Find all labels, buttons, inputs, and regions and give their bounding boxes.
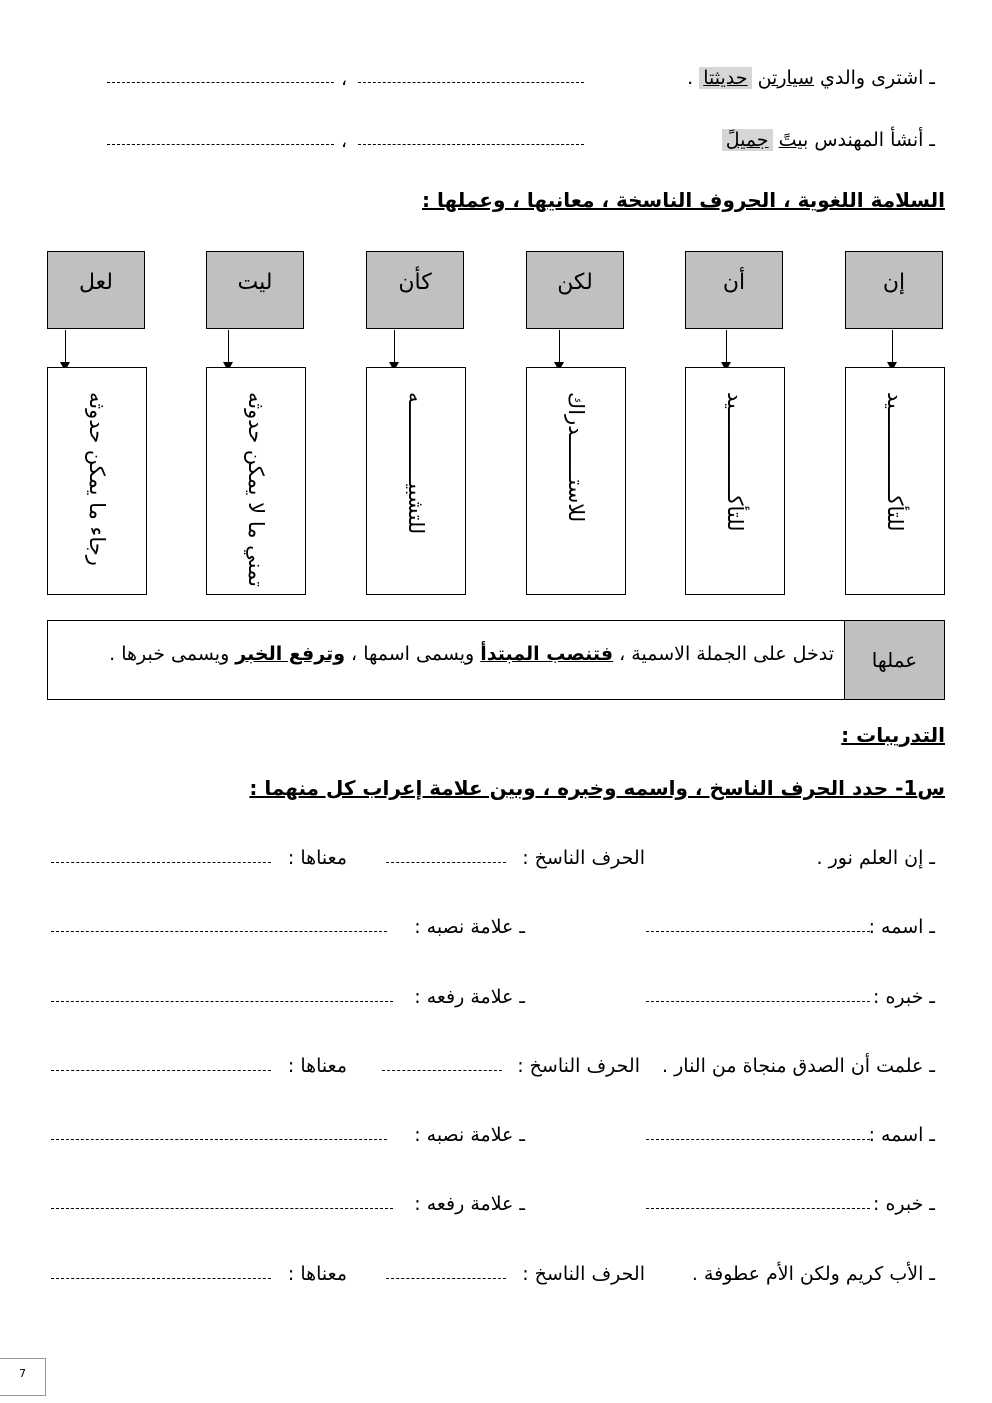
meaning-label: معناها :	[287, 1055, 347, 1077]
answer-line[interactable]	[51, 1278, 271, 1279]
answer-line[interactable]	[386, 1278, 506, 1279]
particle-label: الحرف الناسخ :	[522, 847, 645, 869]
answer-line[interactable]	[107, 82, 334, 83]
answer-line[interactable]	[646, 1208, 870, 1209]
question-1: س1- حدد الحرف الناسخ ، واسمه وخبره ، وبين علامة إعراب كل منهما :	[249, 776, 945, 800]
particle-label: الحرف الناسخ :	[522, 1263, 645, 1285]
work-text: تدخل على الجملة الاسمية ، فتنصب المبتدأ ويسمى اسمها ، وترفع الخبر ويسمى خبرها .	[109, 643, 834, 665]
arrow-line	[228, 330, 229, 363]
answer-line[interactable]	[386, 862, 506, 863]
highlighted-word: جميلً	[722, 129, 773, 151]
meaning-label: معناها :	[287, 847, 347, 869]
meaning-box-kaanna	[366, 367, 466, 595]
answer-line[interactable]	[51, 931, 387, 932]
answer-line[interactable]	[51, 1139, 387, 1140]
arrow-line	[394, 330, 395, 363]
meaning-text: للاستـــــــدراك	[564, 392, 588, 523]
particle-box-laalla: لعل	[47, 251, 145, 329]
answer-line[interactable]	[358, 144, 584, 145]
answer-line[interactable]	[51, 1208, 393, 1209]
noun-label: ـ اسمه :	[868, 916, 935, 938]
nasb-label: ـ علامة نصبه :	[414, 916, 525, 938]
noun-label: ـ اسمه :	[868, 1124, 935, 1146]
meaning-box-lakinna	[526, 367, 626, 595]
comma: ،	[341, 130, 348, 152]
highlighted-word: حديثتا	[699, 67, 751, 89]
answer-line[interactable]	[646, 1001, 870, 1002]
answer-line[interactable]	[358, 82, 584, 83]
nasb-label: ـ علامة نصبه :	[414, 1124, 525, 1146]
section-title: السلامة اللغوية ، الحروف الناسخة ، معانيها ، وعملها :	[422, 188, 945, 212]
raf-label: ـ علامة رفعه :	[414, 1193, 525, 1215]
meaning-box-anna	[685, 367, 785, 595]
predicate-label: ـ خبره :	[873, 986, 935, 1008]
answer-line[interactable]	[107, 144, 334, 145]
page-number: 7	[0, 1358, 46, 1396]
underlined-word: بيتً	[778, 129, 809, 151]
particle-label: الحرف الناسخ :	[517, 1055, 640, 1077]
meaning-label: معناها :	[287, 1263, 347, 1285]
meaning-text: للتأكــــــــــــــيد	[723, 392, 747, 532]
top-sentence-2: ـ أنشأ المهندس بيتً جميلً	[722, 129, 935, 151]
arrow-line	[726, 330, 727, 363]
answer-line[interactable]	[51, 862, 271, 863]
answer-line[interactable]	[382, 1070, 502, 1071]
exercise-sentence: ـ إن العلم نور .	[816, 847, 935, 869]
answer-line[interactable]	[51, 1070, 271, 1071]
comma: ،	[341, 68, 348, 90]
answer-line[interactable]	[51, 1001, 393, 1002]
particle-box-layta: ليت	[206, 251, 304, 329]
exercises-title: التدريبات :	[841, 723, 945, 747]
top-sentence-1: ـ اشترى والدي سيارتن حديثتا .	[687, 67, 935, 89]
meaning-text: رجاء ما يمكن حدوثه	[85, 392, 109, 566]
predicate-label: ـ خبره :	[873, 1193, 935, 1215]
underlined-word: سيارتن	[757, 67, 814, 89]
meaning-text: للتشبيـــــــــــــه	[404, 392, 428, 535]
arrow-line	[892, 330, 893, 363]
meaning-text: للتأكــــــــــــــيد	[883, 392, 907, 532]
particle-box-lakinna: لكن	[526, 251, 624, 329]
particle-box-kaanna: كأن	[366, 251, 464, 329]
work-box	[47, 620, 945, 700]
work-label: عملها	[844, 621, 944, 699]
meaning-box-layta	[206, 367, 306, 595]
exercise-sentence: ـ الأب كريم ولكن الأم عطوفة .	[691, 1263, 935, 1285]
meaning-box-laalla	[47, 367, 147, 595]
exercise-sentence: ـ علمت أن الصدق منجاة من النار .	[662, 1055, 935, 1077]
particle-box-anna: أن	[685, 251, 783, 329]
arrow-line	[65, 330, 66, 363]
answer-line[interactable]	[646, 931, 870, 932]
meaning-text: تمني ما لا يمكن حدوثه	[244, 392, 268, 587]
answer-line[interactable]	[646, 1139, 870, 1140]
raf-label: ـ علامة رفعه :	[414, 986, 525, 1008]
meaning-box-inna	[845, 367, 945, 595]
arrow-line	[559, 330, 560, 363]
particle-box-inna: إن	[845, 251, 943, 329]
